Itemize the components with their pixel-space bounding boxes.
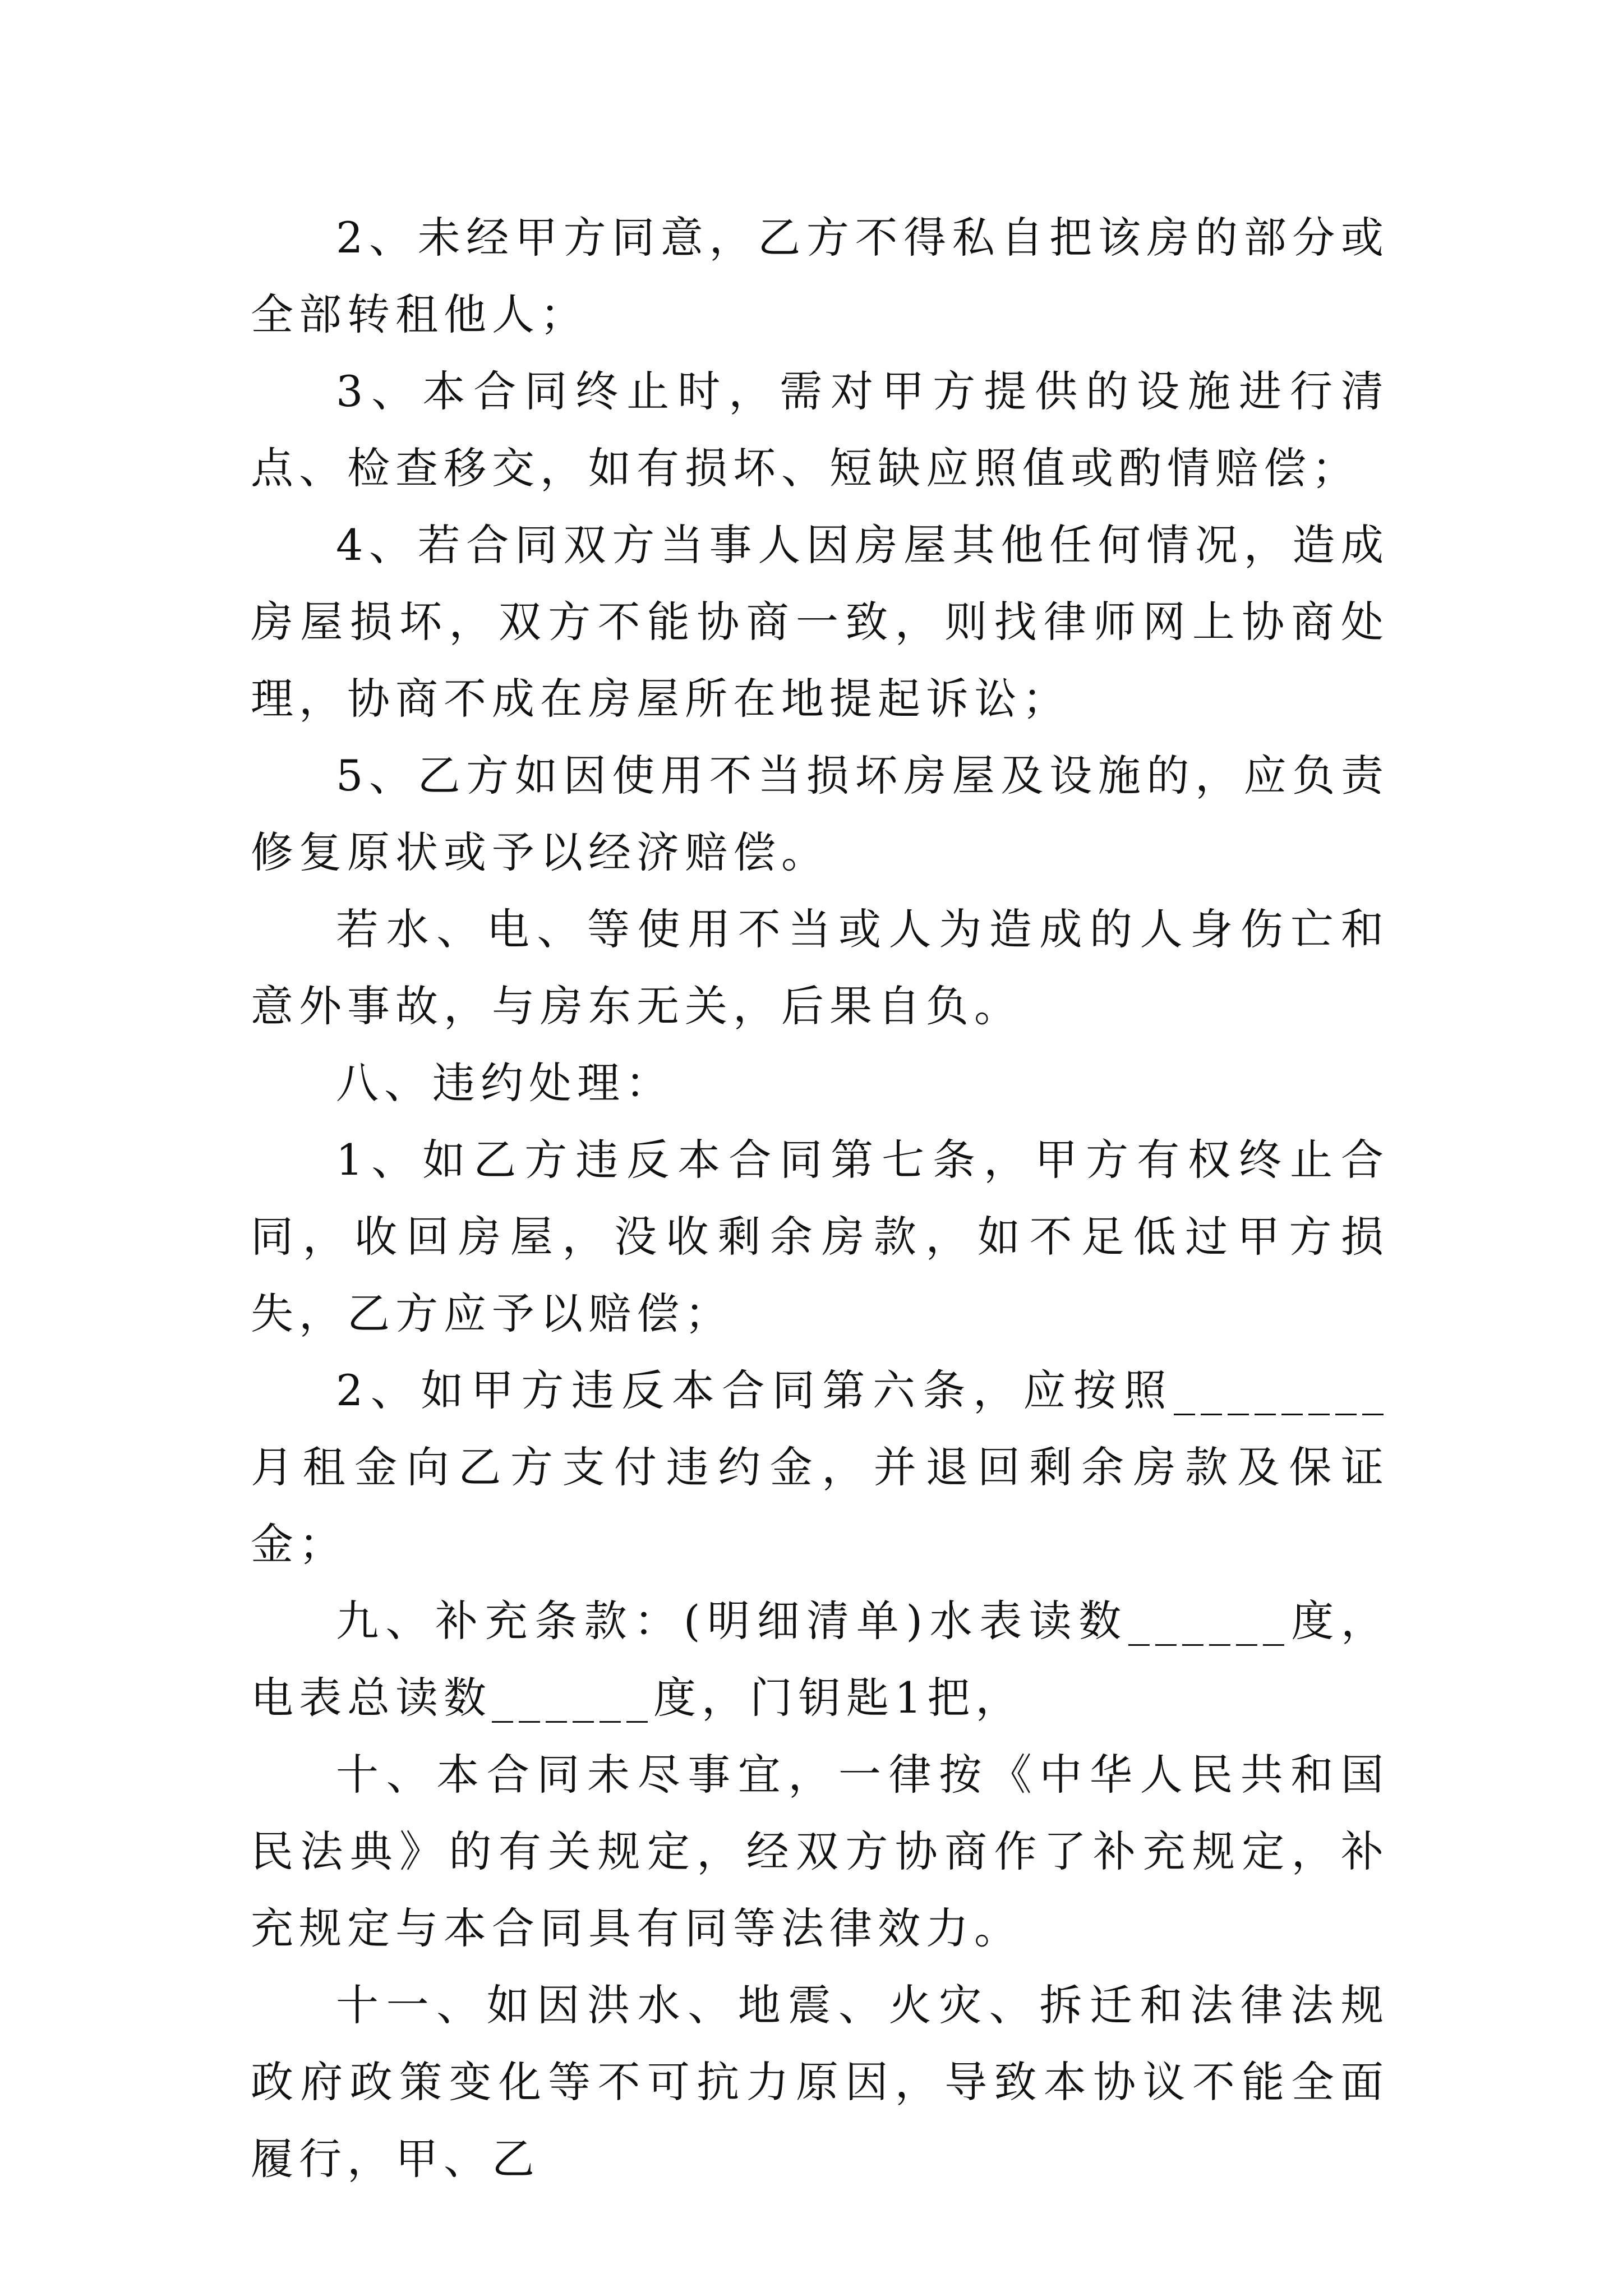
clause-7-2-paragraph: 2、未经甲方同意，乙方不得私自把该房的部分或全部转租他人；	[251, 213, 1389, 339]
section-9-paragraph: 九、补充条款：(明细清单)水表读数______度，电表总读数______度，门钥匙1把，	[251, 1596, 1389, 1723]
section-11-paragraph: 十一、如因洪水、地震、火灾、拆迁和法律法规政府政策变化等不可抗力原因，导致本协议不能全面履行，甲、乙	[251, 1980, 1389, 2184]
clause-7-4-paragraph: 4、若合同双方当事人因房屋其他任何情况，造成房屋损坏，双方不能协商一致，则找律师网上协商处理，协商不成在房屋所在地提起诉讼；	[251, 520, 1389, 724]
clause-8-1-paragraph: 1、如乙方违反本合同第七条，甲方有权终止合同，收回房屋，没收剩余房款，如不足低过甲方损失，乙方应予以赔偿；	[251, 1135, 1389, 1338]
section-8-heading: 八、违约处理：	[336, 1058, 674, 1108]
clause-8-2-paragraph: 2、如甲方违反本合同第六条，应按照________月租金向乙方支付违约金，并退回剩余房款及保证金；	[251, 1365, 1389, 1569]
section-10-paragraph: 十、本合同未尽事宜，一律按《中华人民共和国民法典》的有关规定，经双方协商作了补充规定，补充规定与本合同具有同等法律效力。	[251, 1750, 1389, 1953]
document-body	[251, 199, 1389, 2197]
liability-paragraph: 若水、电、等使用不当或人为造成的人身伤亡和意外事故，与房东无关，后果自负。	[251, 904, 1389, 1031]
clause-7-3-paragraph: 3、本合同终止时，需对甲方提供的设施进行清点、检查移交，如有损坏、短缺应照值或酌情赔偿；	[251, 366, 1389, 493]
clause-7-5-paragraph: 5、乙方如因使用不当损坏房屋及设施的，应负责修复原状或予以经济赔偿。	[251, 751, 1389, 877]
